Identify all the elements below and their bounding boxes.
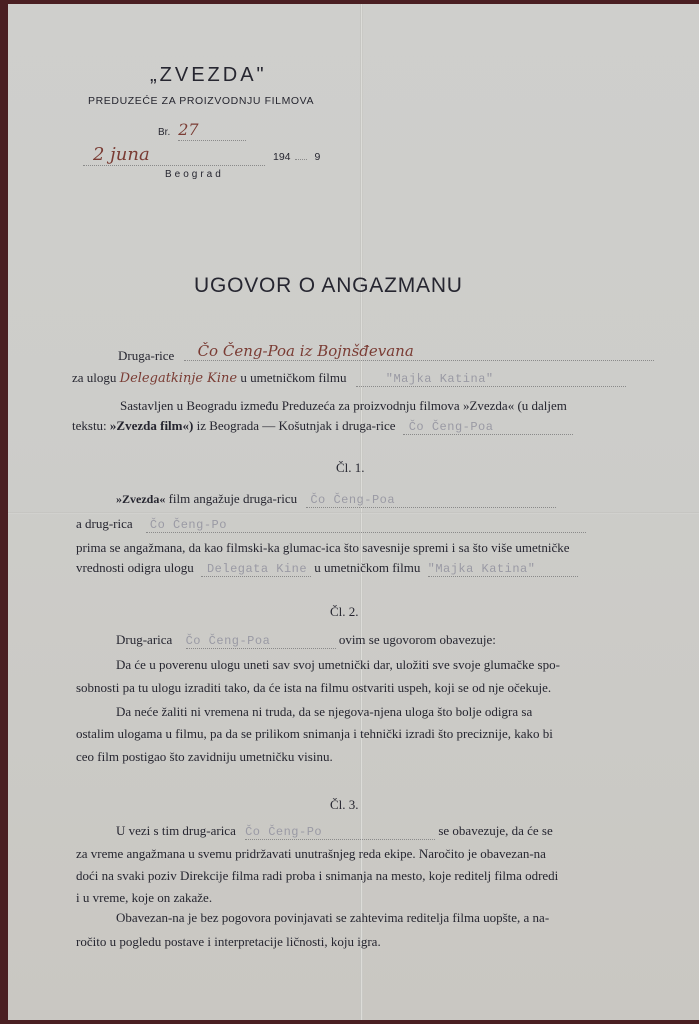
obavezuje-text: ovim se ugovorom obavezuje: xyxy=(338,632,496,647)
clanak-3-para-2-line-1: Obavezan-na je bez pogovora povinjavati se zahtevima reditelja filma uopšte, a na- xyxy=(116,910,550,925)
year-suffix: 9 xyxy=(314,151,321,163)
date-handwritten: 2 juna xyxy=(93,144,150,165)
clanak-2-para-2-line-1: Da neće žaliti ni vremena ni truda, da se njegova-njena uloga što bolje odigra sa xyxy=(116,704,533,719)
clanak-1-line-2 xyxy=(76,516,586,533)
clanak-3-para-2-line-2: ročito u pogledu postave i interpretacije ličnosti, koju igra. xyxy=(76,934,381,949)
document-title: UGOVOR O ANGAZMANU xyxy=(194,274,463,297)
druga-rice-handwritten: Čo Čeng-Poa iz Bojnšđevana xyxy=(197,342,414,360)
clanak-3-line-3: doći na svaki poziv Direkcije filma radi proba i snimanja na mesto, koje reditelj filma odredi xyxy=(76,868,559,883)
company-name: „ZVEZDA" xyxy=(150,64,267,86)
zvezda-bold: »Zvezda« xyxy=(116,492,166,506)
role-typed: Delegata Kine xyxy=(206,562,308,576)
clanak-2-para-2-line-2: ostalim ulogama u filmu, pa da se prilikom snimanja i tehnički izradi što preciznije, kako bi xyxy=(76,726,553,741)
number-value: 27 xyxy=(178,120,199,139)
u-umetnickom-filmu-text: u umetničkom filmu xyxy=(240,370,347,385)
city: Beograd xyxy=(165,169,224,180)
drug-arica-label: Drug-arica xyxy=(116,632,173,647)
za-ulogu-line xyxy=(72,370,626,387)
sastavljen-line-2 xyxy=(72,418,573,435)
clanak-1-name2-typed: Čo Čeng-Po xyxy=(149,518,227,532)
number-label: Br. xyxy=(158,127,171,138)
clanak-1-line-4 xyxy=(76,560,578,577)
sastavljen-line-1: Sastavljen u Beogradu između Preduzeća za proizvodnju filmova »Zvezda« (u daljem xyxy=(120,398,567,413)
clanak-2-para-2-line-3: ceo film postigao što zavidniju umetničku visinu. xyxy=(76,749,333,764)
clanak-2-heading: Čl. 2. xyxy=(330,604,359,619)
clanak-3-line-2: za vreme angažmana u svemu pridržavati unutrašnjeg reda ekipe. Naročito je obavezan-na xyxy=(76,846,546,861)
number-line xyxy=(158,120,246,141)
umetnickom-filmu-text: u umetničkom filmu xyxy=(314,560,421,575)
sastavljen-text-a: tekstu: xyxy=(72,418,110,433)
clanak-3-line-4: i u vreme, koje on zakaže. xyxy=(76,890,213,905)
druga-rice-label: Druga-rice xyxy=(118,348,175,363)
zvezda-film-bold: »Zvezda film«) xyxy=(109,418,194,433)
clanak-1-heading: Čl. 1. xyxy=(336,460,365,475)
contract-page xyxy=(8,4,699,1020)
za-ulogu-handwritten: Delegatkinje Kine xyxy=(119,371,238,386)
clanak-2-line-1 xyxy=(116,632,496,649)
odigra-ulogu-text: vrednosti odigra ulogu xyxy=(76,560,194,575)
clanak-1-line-3: prima se angažmana, da kao filmski-ka glumac-ica što savesnije spremi i sa što više umetničke xyxy=(76,540,570,555)
year-prefix: 194 xyxy=(273,151,291,163)
company-subtitle: PREDUZEĆE ZA PROIZVODNJU FILMOVA xyxy=(88,95,315,107)
clanak-2-para-1-line-1: Da će u poverenu ulogu uneti sav svoj umetnički dar, uložiti sve svoje glumačke spo- xyxy=(116,657,560,672)
se-obavezuje-text: se obavezuje, da će se xyxy=(438,823,553,838)
clanak-1-line-1 xyxy=(116,491,556,508)
u-vezi-text: U vezi s tim drug-arica xyxy=(116,823,236,838)
clanak-3-line-1 xyxy=(116,823,553,840)
angazuje-text: film angažuje druga-ricu xyxy=(165,491,298,506)
drug-rica-label: a drug-rica xyxy=(76,516,133,531)
clanak-2-para-1-line-2: sobnosti pa tu ulogu izraditi tako, da će ista na filmu ostvariti uspeh, koji se od nje očekuje. xyxy=(76,680,552,695)
date-line xyxy=(83,144,320,166)
clanak-2-name-typed: Čo Čeng-Poa xyxy=(185,634,271,648)
clanak-3-name-typed: Čo Čeng-Po xyxy=(245,825,323,839)
clanak-3-heading: Čl. 3. xyxy=(330,797,359,812)
sastavljen-text-b: iz Beograda — Košutnjak i druga-rice xyxy=(193,418,396,433)
clanak-1-name-typed: Čo Čeng-Poa xyxy=(310,493,396,507)
horizontal-fold-crease xyxy=(8,512,699,514)
sastavljen-name-typed: Čo Čeng-Poa xyxy=(408,420,494,434)
za-ulogu-label: za ulogu xyxy=(72,370,117,385)
film-title-typed: "Majka Katina" xyxy=(385,372,494,386)
film-typed: "Majka Katina" xyxy=(427,562,536,576)
druga-rice-line xyxy=(118,342,654,365)
